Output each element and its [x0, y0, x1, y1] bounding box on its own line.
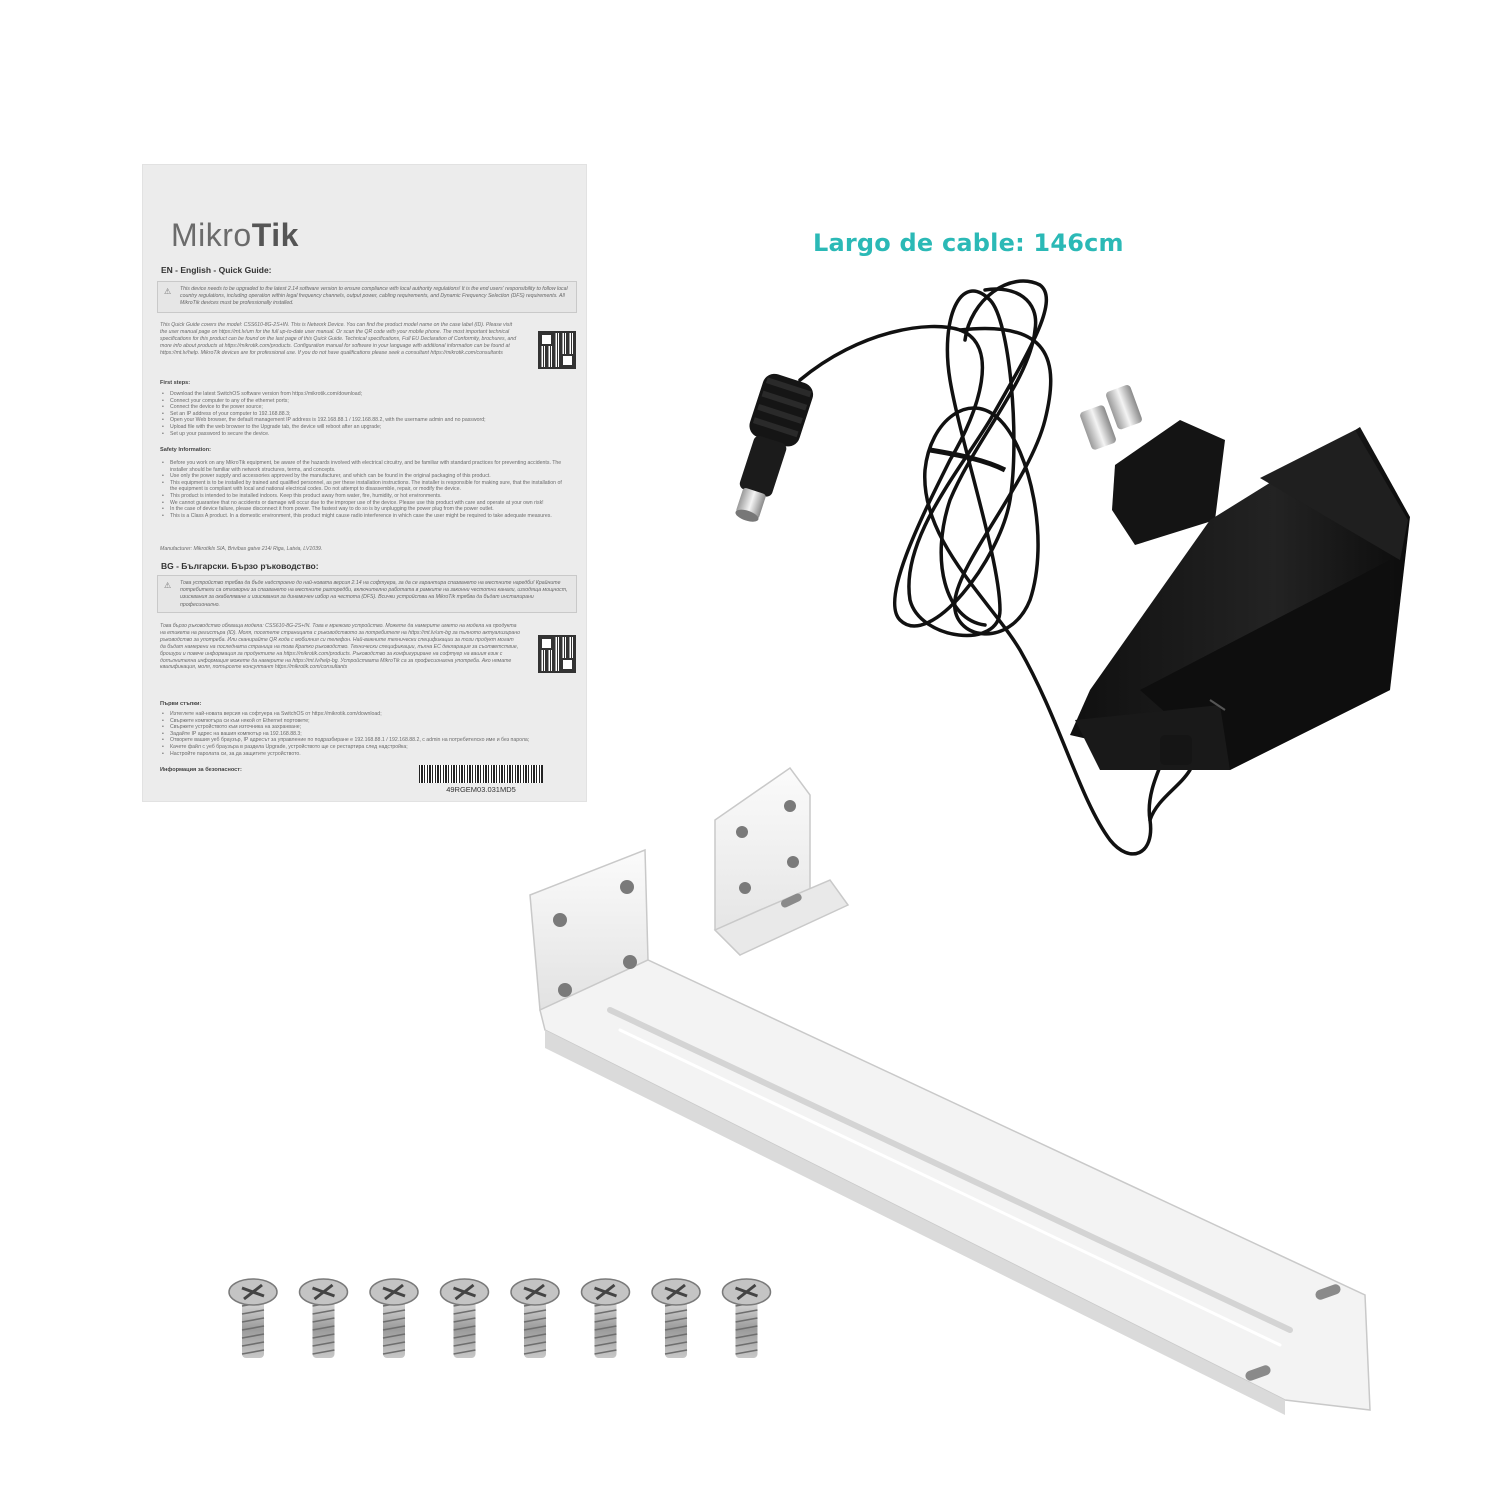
screw	[652, 1279, 700, 1358]
warning-icon: ⚠	[164, 287, 172, 296]
bg-notice: Това устройство трябва да бъде надстроено до най-новата версия 2.14 на софтуера, за да се гарантира спазването на местните наредби! Крайните потребители са отговорни за спазването на местните разпоредби, включително работата в рамките на законни честотни канали, изходяща мощност, изисквания за окабеляване и изисквания за динамичен избор на честота (DFS). Всички устройства на MikroTik трябва да бъдат инсталирани професионално.	[180, 580, 568, 608]
list-item: • Upload file with the web browser to the Upgrade tab, the device will reboot after an upgrade;	[160, 424, 570, 431]
list-item: • Download the latest SwitchOS software version from https://mikrotik.com/download;	[160, 391, 570, 398]
list-item: • Настройте паролата си, за да защитите устройството.	[160, 751, 570, 758]
list-item: • Use only the power supply and accessories approved by the manufacturer, and which can be found in the original packaging of this product.	[160, 473, 570, 480]
en-intro: This Quick Guide covers the model: CSS610-8G-2S+IN. This is Network Device. You can find the product model name on the case label (ID). Please visit the user manual page on https://mt.lv/um for the full up-to-date user manual. Or scan the QR code with your mobile phone. The most important technical specifications for this product can be found on the last page of this Quick Guide. Technical specifications, Full EU Declaration of Conformity, brochures, and more info about products at https://mikrotik.com/products. Configuration manual for software in your language with additional information can be found at https://mt.lv/help. MikroTik devices are for professional use. If you do not have qualifications please seek a consultant https://mikrotik.com/consultants	[160, 322, 517, 356]
list-item: • Set up your password to secure the device.	[160, 431, 570, 438]
screw	[511, 1279, 559, 1358]
screw	[582, 1279, 630, 1358]
list-item: • Свържете устройството към източника на захранване;	[160, 724, 570, 731]
barcode-number: 49RGEM03.031MD5	[446, 785, 516, 794]
screw	[300, 1279, 348, 1358]
screw	[229, 1279, 277, 1358]
first-steps-heading: First steps:	[160, 380, 191, 386]
bg-heading: BG - Български. Бързо ръководство:	[161, 561, 319, 571]
warning-icon: ⚠	[164, 581, 172, 590]
list-item: • Изтеглете най-новата версия на софтуера на SwitchOS от https://mikrotik.com/download;	[160, 711, 570, 718]
list-item: • Set an IP address of your computer to 192.168.88.3;	[160, 411, 570, 418]
list-item: • Задайте IP адрес на вашия компютър на 192.168.88.3;	[160, 731, 570, 738]
screw	[441, 1279, 489, 1358]
list-item: • Качете файл с уеб браузъра в раздела Upgrade, устройството ще се рестартира след надстройка;	[160, 744, 570, 751]
list-item: • This product is intended to be installed indoors. Keep this product away from water, fire, humidity, or hot environments.	[160, 493, 570, 500]
cable-length-caption: Largo de cable: 146cm	[813, 229, 1124, 257]
bg-steps-heading: Първи стъпки:	[160, 701, 202, 707]
en-notice: This device needs to be upgraded to the latest 2.14 software version to ensure compliance with local authority regulations! It is the end users' responsibility to follow local country regulations, including operation within legal frequency channels, output power, cabling requirements, and Dynamic Frequency Selection (DFS) requirements. All MikroTik devices must be professionally installed.	[180, 286, 568, 307]
list-item: • Connect your computer to any of the ethernet ports;	[160, 398, 570, 405]
bg-intro: Това бързо ръководство обхваща модела: CSS610-8G-2S+IN. Това е мрежово устройство. Можете да намерите името на модела на продукта на етикета на регистъра (ID). Моля, посетете страницата с ръководството за потребителя на https://mt.lv/um-bg за пълното актуализирано ръководство за употреба. Или сканирайте QR кода с мобилния си телефон. Най-важните технически спецификации за този продукт могат да бъдат намерени на последната страница на това Кратко ръководство. Технически спецификации, пълна ЕС декларация за съответствие, брошури и повече информация за продуктите на https://mikrotik.com/products. Ръководство за конфигуриране на софтуер на вашия език с допълнителна информация можете да намерите на https://mt.lv/help-bg. Устройствата MikroTik са за професионална употреба. Ако нямате квалификация, моля, потърсете консултант https://mikrotik.com/consultants	[160, 623, 521, 671]
safety-heading: Safety Information:	[160, 447, 211, 453]
screw	[723, 1279, 771, 1358]
list-item: • We cannot guarantee that no accidents or damage will occur due to the improper use of the device. Please use this product with care and operate at your own risk!	[160, 500, 570, 507]
manufacturer-line: Manufacturer: Mikrotikls SIA, Brivibas gatve 214i Riga, Latvia, LV1039.	[160, 546, 323, 552]
dc-barrel-plug	[721, 371, 816, 529]
list-item: • This equipment is to be installed by trained and qualified personnel, as per these installation instructions. The installer is responsible for making sure, that the installation of the equipment is compliant with local and national electrical codes. Do not attempt to disassemble, repair, or modify the device.	[160, 480, 570, 493]
list-item: • This is a Class A product. In a domestic environment, this product might cause radio interference in which case the user might be required to take adequate measures.	[160, 513, 570, 520]
small-mounting-bracket	[715, 768, 848, 955]
mikrotik-logo: MikroTik	[171, 217, 299, 253]
list-item: • Отворете вашия уеб браузър, IP адресът за управление по подразбиране е 192.168.88.1 / 192.168.88.2, с admin на потребителско име и без парола;	[160, 737, 570, 744]
list-item: • In the case of device failure, please disconnect it from power. The fastest way to do so is by unplugging the power plug from the power outlet.	[160, 506, 570, 513]
list-item: • Connect the device to the power source;	[160, 404, 570, 411]
list-item: • Open your Web browser, the default management IP address is 192.168.88.1 / 192.168.88.2, with the username admin and no password;	[160, 417, 570, 424]
en-heading: EN - English - Quick Guide:	[161, 265, 272, 275]
list-item: • Before you work on any MikroTik equipment, be aware of the hazards involved with electrical circuitry, and be familiar with standard practices for preventing accidents. The installer should be familiar with network structures, terms, and concepts.	[160, 460, 570, 473]
list-item: • Свържете компютъра си към някой от Ethernet портовете;	[160, 718, 570, 725]
bg-safety-heading: Информация за безопасност:	[160, 767, 242, 773]
screw-set	[229, 1279, 771, 1358]
large-rack-bracket	[530, 850, 1370, 1415]
power-adapter	[1070, 384, 1410, 770]
screw	[370, 1279, 418, 1358]
